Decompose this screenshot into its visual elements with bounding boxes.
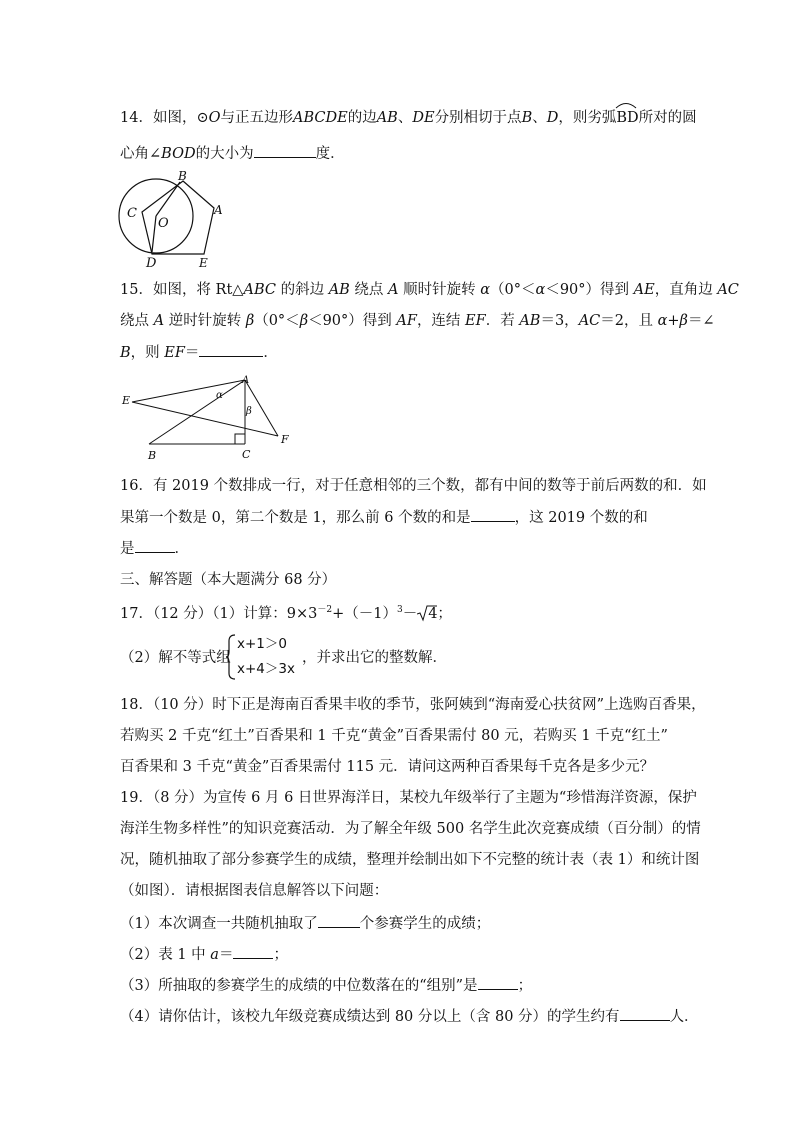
label-o: O — [158, 216, 169, 231]
q14-figure — [112, 168, 232, 272]
q19-line4: （如图）．请根据图表信息解答以下问题： — [120, 883, 389, 899]
q14-line1: 14．如图，⊙O与正五边形ABCDE的边AB、DE分别相切于点B、D，则劣弧 BD所对的圆 — [120, 108, 697, 128]
label-b: B — [148, 449, 157, 462]
answer-blank[interactable] — [478, 975, 518, 990]
inequality-2: x+4＞3x — [237, 661, 295, 677]
arc-mark-icon — [615, 101, 637, 109]
q19-sub1: （1）本次调查一共随机抽取了 个参赛学生的成绩； — [120, 913, 490, 934]
sqrt-sign: 4 — [417, 604, 437, 624]
q17-line2-tail: ，并求出它的整数解． — [302, 650, 447, 666]
q18-line2: 若购买 2 千克“红土”百香果和 1 千克“黄金”百香果需付 80 元，若购买 1 千克“红土” — [120, 728, 668, 744]
q17-line1: 17．（12 分）（1）计算：$9\times 3^{-2}+(-1)^3-$ 4； — [120, 605, 452, 622]
answer-blank[interactable] — [199, 342, 263, 357]
q15-line1: 15．如图，将 Rt△ABC 的斜边 AB 绕点 A 顺时针旋转 α（0°＜α＜90°）得到 AE，直角边 AC — [120, 282, 739, 298]
q19-sub4: （4）请你估计，该校九年级竞赛成绩达到 80 分以上（含 80 分）的学生约有 人． — [120, 1006, 699, 1027]
label-f: F — [281, 433, 289, 446]
label-e: E — [122, 394, 131, 407]
q16-line1: 16．有 2019 个数排成一行，对于任意相邻的三个数，都有中间的数等于前后两数的和．如 — [120, 478, 707, 494]
inequality-1: x+1＞0 — [237, 636, 287, 652]
q19-sub3: （3）所抽取的参赛学生的成绩的中位数落在的“组别”是 ； — [120, 975, 532, 996]
label-beta: β — [246, 406, 252, 417]
label-c: C — [242, 448, 251, 461]
q19-line2: 海洋生物多样性”的知识竞赛活动．为了解全年级 500 名学生此次竞赛成绩（百分制）的情 — [120, 821, 701, 837]
q18-line3: 百香果和 3 千克“黄金”百香果需付 115 元．请问这两种百香果每千克各是多少元？ — [120, 759, 655, 775]
answer-blank[interactable] — [135, 538, 175, 553]
label-alpha: α — [216, 390, 223, 401]
label-a: A — [214, 203, 223, 217]
label-c: C — [127, 206, 137, 221]
label-a: A — [242, 375, 250, 386]
answer-blank[interactable] — [620, 1006, 670, 1021]
q16-line2: 果第一个数是 0，第二个数是 1，那么前 6 个数的和是 ，这 2019 个数的和 — [120, 507, 648, 528]
q15-line2: 绕点 A 逆时针旋转 β（0°＜β＜90°）得到 AF，连结 EF．若 AB＝3，AC＝2，且 α+β＝∠ — [120, 313, 715, 329]
label-d: D — [146, 256, 157, 271]
label-b: B — [178, 169, 187, 183]
q19-line1: 19．（8 分）为宣传 6 月 6 日世界海洋日，某校九年级举行了主题为“珍惜海洋资源，保护 — [120, 790, 697, 806]
answer-blank[interactable] — [233, 944, 273, 959]
brace-icon — [225, 633, 237, 681]
q15-figure — [118, 372, 298, 464]
arc-bd: BD — [616, 108, 638, 128]
answer-blank[interactable] — [254, 143, 316, 158]
section-heading: 三、解答题（本大题满分 68 分） — [120, 572, 337, 588]
q14-line2: 心角∠BOD的大小为 度． — [120, 143, 345, 164]
q17-line2-label: （2）解不等式组 — [120, 650, 231, 666]
label-e: E — [199, 256, 208, 270]
q16-line3: 是 ． — [120, 538, 189, 559]
q15-line3: B，则 EF＝ ． — [120, 342, 278, 363]
answer-blank[interactable] — [471, 507, 515, 522]
q18-line1: 18．（10 分）时下正是海南百香果丰收的季节，张阿姨到“海南爱心扶贫网”上选购百香果， — [120, 697, 706, 713]
answer-blank[interactable] — [318, 913, 360, 928]
q19-line3: 况，随机抽取了部分参赛学生的成绩，整理并绘制出如下不完整的统计表（表 1）和统计图 — [120, 852, 700, 868]
q19-sub2: （2）表 1 中 a＝ ； — [120, 944, 288, 965]
